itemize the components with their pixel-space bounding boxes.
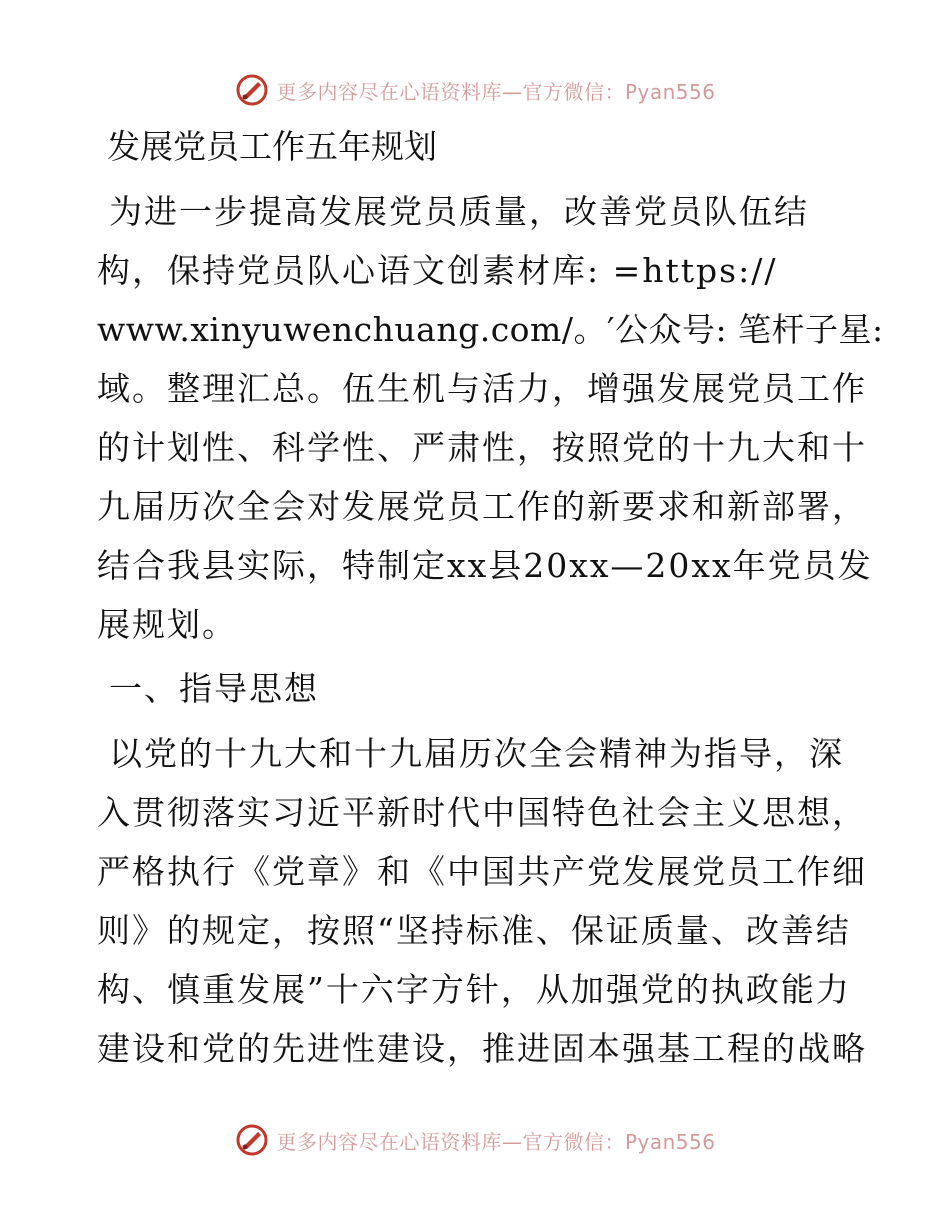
header-watermark — [0, 70, 950, 110]
watermark-text: 更多内容尽在心语资料库—官方微信：Pyan556 — [276, 1129, 716, 1154]
text-line: 结合我县实际，特制定xx县20xx—20xx年党员发 — [97, 546, 873, 585]
text-line: 域。整理汇总。伍生机与活力，增强发展党员工作 — [97, 369, 867, 408]
text-line: 构，保持党员队心语文创素材库: =https:// — [97, 251, 778, 290]
document-body — [97, 118, 884, 1084]
text-line: 的计划性、科学性、严肃性，按照党的十九大和十 — [97, 428, 867, 467]
text-line: 以党的十九大和十九届历次全会精神为指导，深 — [109, 734, 844, 773]
section-heading: 一、指导思想 — [109, 669, 319, 708]
text-line: 建设和党的先进性建设，推进固本强基工程的战略 — [97, 1029, 867, 1068]
intro-paragraph — [97, 182, 884, 654]
brush-logo-icon — [234, 1122, 270, 1158]
guiding-thought-paragraph — [97, 724, 867, 1078]
text-line: 九届历次全会对发展党员工作的新要求和新部署， — [97, 487, 867, 526]
footer-watermark — [0, 1120, 950, 1160]
text-line: 构、慎重发展”十六字方针，从加强党的执政能力 — [97, 970, 851, 1009]
text-line: 则》的规定，按照“坚持标准、保证质量、改善结 — [97, 911, 851, 950]
brush-logo-icon — [234, 72, 270, 108]
text-line: www.xinyuwenchuang.com/。′公众号: 笔杆子星: — [97, 310, 884, 349]
text-line: 严格执行《党章》和《中国共产党发展党员工作细 — [97, 852, 867, 891]
document-title: 发展党员工作五年规划 — [107, 127, 437, 166]
watermark-text: 更多内容尽在心语资料库—官方微信：Pyan556 — [276, 79, 716, 104]
text-line: 为进一步提高发展党员质量，改善党员队伍结 — [109, 192, 809, 231]
text-line: 展规划。 — [97, 605, 237, 644]
text-line: 入贯彻落实习近平新时代中国特色社会主义思想， — [97, 793, 867, 832]
